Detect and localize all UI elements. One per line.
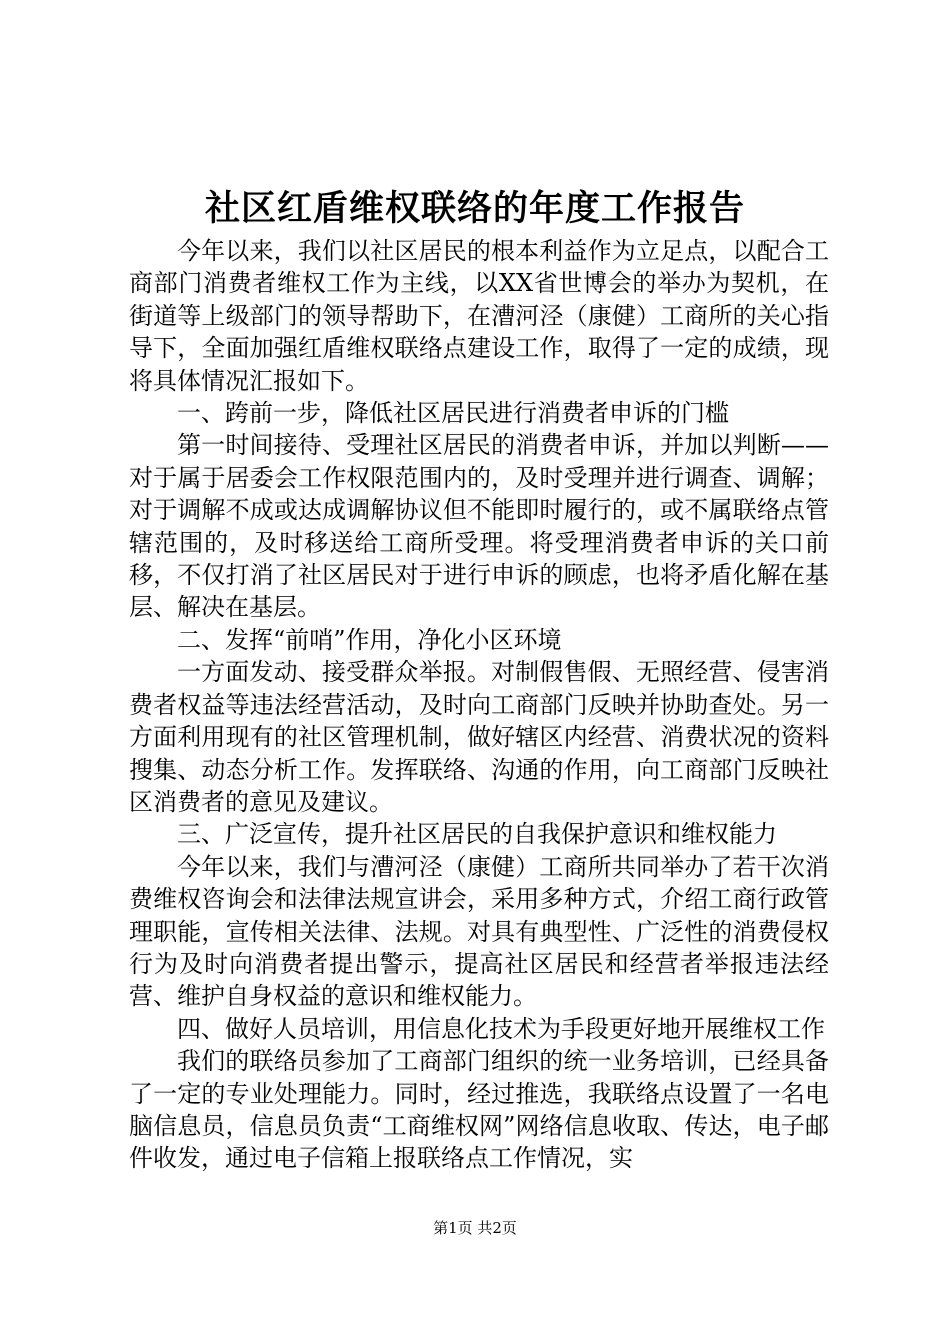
paragraph-section-1: 第一时间接待、受理社区居民的消费者申诉，并加以判断——对于属于居委会工作权限范围内的，及时受理并进行调查、调解；对于调解不成或达成调解协议但不能即时履行的，或不属联络点管辖范围的，及时移送给工商所受理。将受理消费者申诉的关口前移，不仅打消了社区居民对于进行申诉的顾虑，也将矛盾化解在基层、解决在基层。	[129, 431, 829, 622]
page-number-footer: 第1页 共2页	[433, 1219, 517, 1237]
document-body	[129, 235, 829, 1175]
paragraph-section-3: 今年以来，我们与漕河泾（康健）工商所共同举办了若干次消费维权咨询会和法律法规宣讲会，采用多种方式，介绍工商行政管理职能，宣传相关法律、法规。对具有典型性、广泛性的消费侵权行为及时向消费者提出警示，提高社区居民和经营者举报违法经营、维护自身权益的意识和维权能力。	[129, 852, 829, 1011]
section-heading-2: 二、发挥“前哨”作用，净化小区环境	[177, 625, 562, 654]
paragraph-section-4: 我们的联络员参加了工商部门组织的统一业务培训，已经具备了一定的专业处理能力。同时，经过推选，我联络点设置了一名电脑信息员，信息员负责“工商维权网”网络信息收取、传达，电子邮件收发，通过电子信箱上报联络点工作情况，实	[129, 1047, 829, 1173]
paragraph-intro: 今年以来，我们以社区居民的根本利益作为立足点，以配合工商部门消费者维权工作为主线，以XX省世博会的举办为契机，在街道等上级部门的领导帮助下，在漕河泾（康健）工商所的关心指导下，全面加强红盾维权联络点建设工作，取得了一定的成绩，现将具体情况汇报如下。	[129, 237, 829, 395]
document-title: 社区红盾维权联络的年度工作报告	[204, 188, 745, 229]
paragraph-section-2: 一方面发动、接受群众举报。对制假售假、无照经营、侵害消费者权益等违法经营活动，及时向工商部门反映并协助查处。另一方面利用现有的社区管理机制，做好辖区内经营、消费状况的资料搜集、动态分析工作。发挥联络、沟通的作用，向工商部门反映社区消费者的意见及建议。	[129, 658, 829, 816]
section-heading-3: 三、广泛宣传，提升社区居民的自我保护意识和维权能力	[177, 820, 777, 849]
section-heading-1: 一、跨前一步，降低社区居民进行消费者申诉的门槛	[177, 399, 729, 428]
section-heading-4: 四、做好人员培训，用信息化技术为手段更好地开展维权工作	[177, 1014, 825, 1043]
